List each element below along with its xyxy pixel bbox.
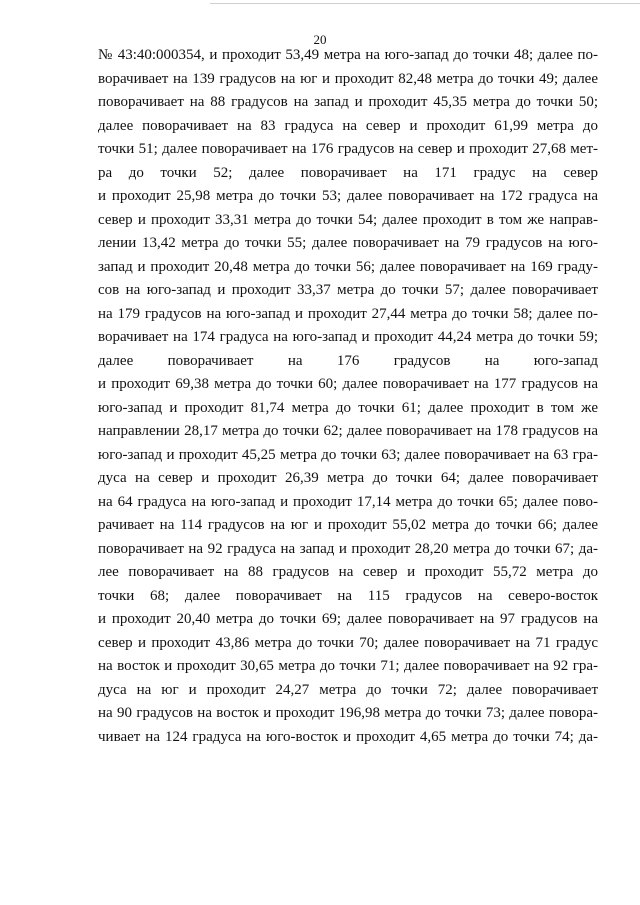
text-line: ра до точки 52; далее поворачивает на 171 градус на север [98,164,598,181]
text-line: север и проходит 33,31 метра до точки 54; далее проходит в том же направ- [98,211,598,228]
text-line: лении 13,42 метра до точки 55; далее поворачивает на 79 градусов на юго- [98,235,598,251]
text-line: точки 68; далее поворачивает на 115 градусов на северо-восток [98,587,598,604]
text-line: дуса на юг и проходит 24,27 метра до точки 72; далее поворачивает [98,681,598,698]
text-line: далее поворачивает на 176 градусов на юго-запад [98,352,598,369]
text-line: далее поворачивает на 83 градуса на север и проходит 61,99 метра до [98,117,598,134]
text-line: дуса на север и проходит 26,39 метра до точки 64; далее поворачивает [98,470,598,486]
text-line: юго-запад и проходит 81,74 метра до точки 61; далее проходит в том же [98,399,598,416]
text-line: на 179 градусов на юго-запад и проходит 27,44 метра до точки 58; далее по- [98,305,598,322]
text-line: на 90 градусов на восток и проходит 196,98 метра до точки 73; далее повора- [98,705,598,721]
text-line: ворачивает на 174 градуса на юго-запад и проходит 44,24 метра до точки 59; [98,329,598,345]
text-line: лее поворачивает на 88 градусов на север и проходит 55,72 метра до [98,564,598,580]
text-line: север и проходит 43,86 метра до точки 70; далее поворачивает на 71 градус [98,634,598,651]
text-line: ворачивает на 139 градусов на юг и проходит 82,48 метра до точки 49; далее [98,70,598,87]
text-line: поворачивает на 88 градусов на запад и проходит 45,35 метра до точки 50; [98,94,598,110]
text-line: рачивает на 114 градусов на юг и проходит 55,02 метра до точки 66; далее [98,517,598,533]
text-line: запад и проходит 20,48 метра до точки 56; далее поворачивает на 169 граду- [98,258,598,275]
page-number: 20 [313,32,327,47]
text-line: и проходит 25,98 метра до точки 53; далее поворачивает на 172 градуса на [98,188,598,204]
text-line: направлении 28,17 метра до точки 62; далее поворачивает на 178 градусов на [98,423,598,439]
text-line: юго-запад и проходит 45,25 метра до точки 63; далее поворачивает на 63 гра- [98,446,598,463]
text-line: и проходит 69,38 метра до точки 60; далее поворачивает на 177 градусов на [98,376,598,392]
body-text [98,44,598,749]
scan-edge-line [210,3,640,4]
text-line: поворачивает на 92 градуса на запад и проходит 28,20 метра до точки 67; да- [98,540,598,557]
text-line: на восток и проходит 30,65 метра до точки 71; далее поворачивает на 92 гра- [98,658,598,674]
text-line: чивает на 124 градуса на юго-восток и проходит 4,65 метра до точки 74; да- [98,728,598,745]
text-line: сов на юго-запад и проходит 33,37 метра до точки 57; далее поворачивает [98,282,598,298]
text-line: точки 51; далее поворачивает на 176 градусов на север и проходит 27,68 мет- [98,141,598,157]
text-line: на 64 градуса на юго-запад и проходит 17,14 метра до точки 65; далее пово- [98,493,598,510]
text-line: и проходит 20,40 метра до точки 69; далее поворачивает на 97 градусов на [98,611,598,627]
text-line: № 43:40:000354, и проходит 53,49 метра на юго-запад до точки 48; далее по- [98,47,598,63]
